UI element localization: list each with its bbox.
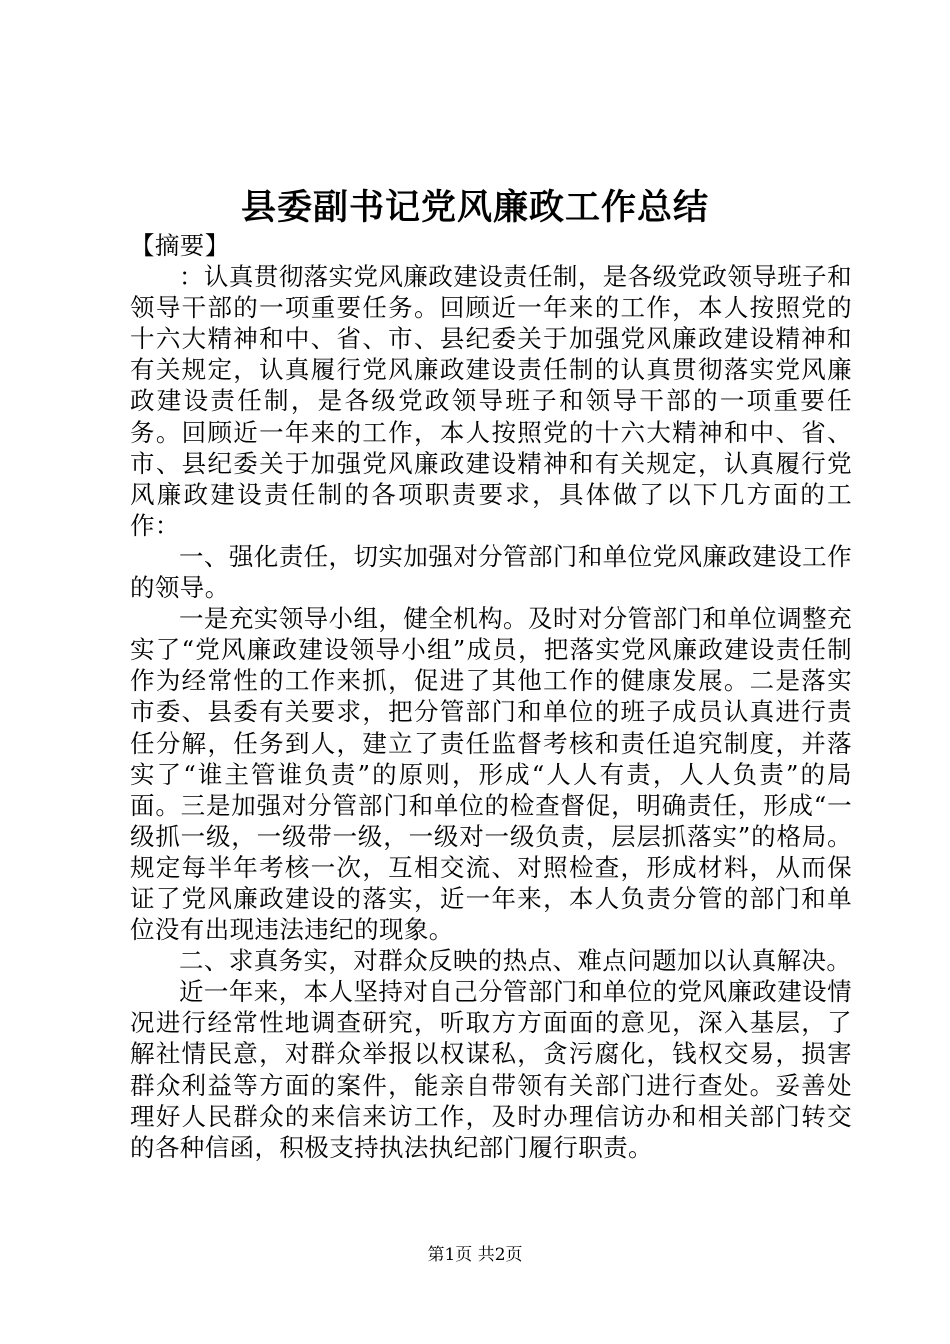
document-body [130, 230, 852, 1163]
abstract-paragraph: ：认真贯彻落实党风廉政建设责任制，是各级党政领导班子和领导干部的一项重要任务。回顾近一年来的工作，本人按照党的十六大精神和中、省、市、县纪委关于加强党风廉政建设精神和有关规定，认真履行党风廉政建设责任制的认真贯彻落实党风廉政建设责任制，是各级党政领导班子和领导干部的一项重要任务。回顾近一年来的工作，本人按照党的十六大精神和中、省、市、县纪委关于加强党风廉政建设精神和有关规定，认真履行党风廉政建设责任制的各项职责要求，具体做了以下几方面的工作： [130, 262, 852, 540]
document-title: 县委副书记党风廉政工作总结 [240, 187, 709, 228]
body-paragraph-1: 一是充实领导小组，健全机构。及时对分管部门和单位调整充实了“党风廉政建设领导小组”成员，把落实党风廉政建设责任制作为经常性的工作来抓，促进了其他工作的健康发展。二是落实市委、县委有关要求，把分管部门和单位的班子成员认真进行责任分解，任务到人，建立了责任监督考核和责任追究制度，并落实了“谁主管谁负责”的原则，形成“人人有责，人人负责”的局面。三是加强对分管部门和单位的检查督促，明确责任，形成“一级抓一级，一级带一级，一级对一级负责，层层抓落实”的格局。规定每半年考核一次，互相交流、对照检查，形成材料，从而保证了党风廉政建设的落实，近一年来，本人负责分管的部门和单位没有出现违法违纪的现象。 [130, 604, 852, 945]
section-heading-1: 一、强化责任，切实加强对分管部门和单位党风廉政建设工作的领导。 [130, 541, 852, 603]
abstract-label: 【摘要】 [130, 231, 230, 260]
section-heading-2: 二、求真务实，对群众反映的热点、难点问题加以认真解决。 [179, 946, 852, 976]
page-footer: 第1页 共2页 [427, 1245, 523, 1265]
body-paragraph-2: 近一年来，本人坚持对自己分管部门和单位的党风廉政建设情况进行经常性地调查研究，听取方方面面的意见，深入基层，了解社情民意，对群众举报以权谋私，贪污腐化，钱权交易，损害群众利益等方面的案件，能亲自带领有关部门进行查处。妥善处理好人民群众的来信来访工作，及时办理信访办和相关部门转交的各种信函，积极支持执法执纪部门履行职责。 [130, 977, 852, 1162]
